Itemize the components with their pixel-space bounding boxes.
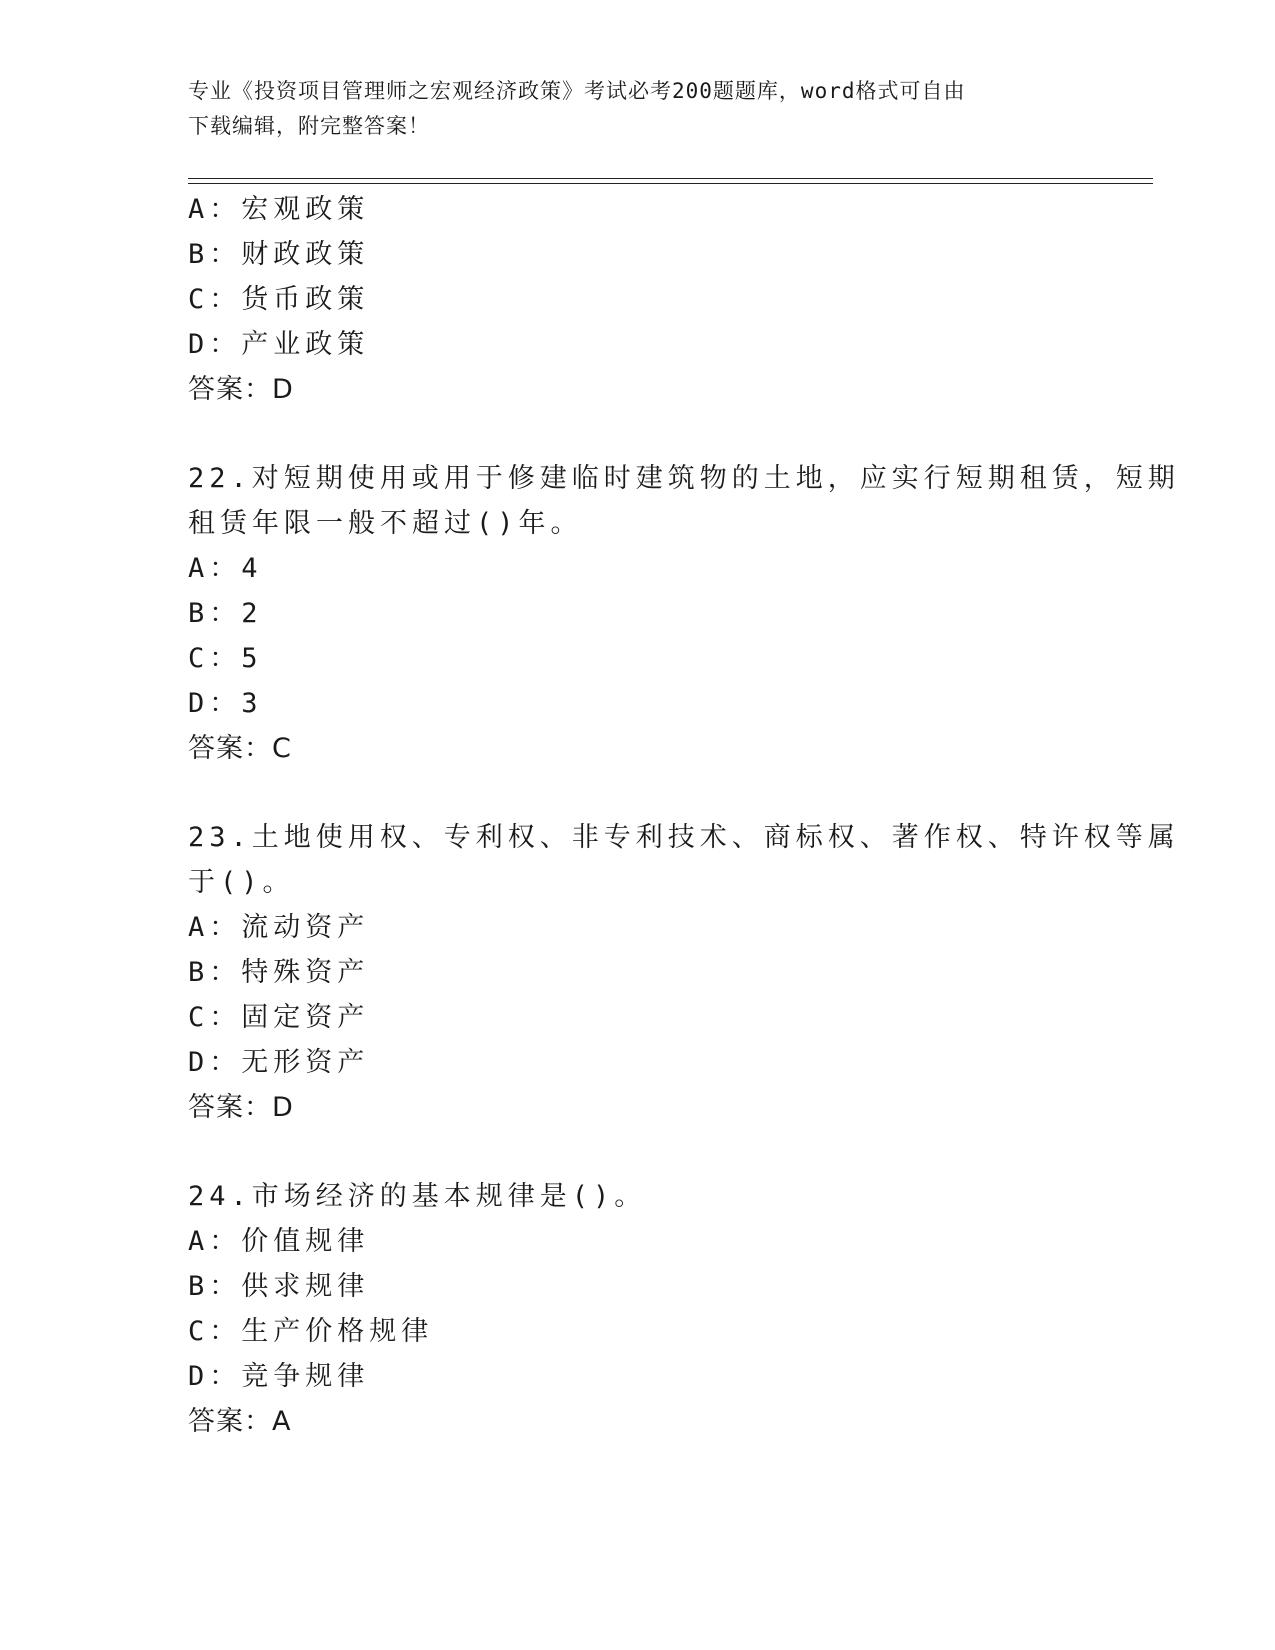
q23-answer: 答案：D — [188, 1092, 294, 1123]
header-divider-top — [188, 178, 1153, 179]
header-line-2: 下载编辑，附完整答案！ — [188, 114, 430, 138]
q24-answer: 答案：A — [188, 1406, 292, 1437]
q22-question-line-1: 22.对短期使用或用于修建临时建筑物的土地，应实行短期租赁，短期 — [188, 463, 1180, 494]
q22-option-d: D：3 — [188, 688, 263, 719]
q23-option-b: B：特殊资产 — [188, 957, 370, 988]
q21-answer: 答案：D — [188, 374, 294, 405]
q22-answer: 答案：C — [188, 733, 292, 764]
q23-question-line-2: 于()。 — [188, 867, 295, 898]
q24-option-a: A：价值规律 — [188, 1226, 370, 1257]
q24-option-c: C：生产价格规律 — [188, 1316, 434, 1347]
q24-question-line-1: 24.市场经济的基本规律是()。 — [188, 1181, 647, 1212]
q24-option-b: B：供求规律 — [188, 1271, 370, 1302]
q22-option-a: A：4 — [188, 553, 263, 584]
document-header — [188, 74, 1088, 144]
header-divider-bottom — [188, 183, 1153, 184]
q21-option-c: C：货币政策 — [188, 284, 370, 315]
q22-option-c: C：5 — [188, 643, 263, 674]
q22-option-b: B：2 — [188, 598, 263, 629]
q21-option-d: D：产业政策 — [188, 329, 370, 360]
q23-option-c: C：固定资产 — [188, 1002, 370, 1033]
q22-question-line-2: 租赁年限一般不超过()年。 — [188, 508, 583, 539]
header-line-1: 专业《投资项目管理师之宏观经济政策》考试必考200题题库，word格式可自由 — [188, 79, 966, 103]
q21-option-b: B：财政政策 — [188, 239, 370, 270]
q21-option-a: A：宏观政策 — [188, 194, 370, 225]
q23-option-a: A：流动资产 — [188, 912, 370, 943]
q23-question-line-1: 23.土地使用权、专利权、非专利技术、商标权、著作权、特许权等属 — [188, 822, 1180, 853]
q24-option-d: D：竞争规律 — [188, 1361, 370, 1392]
q23-option-d: D：无形资产 — [188, 1047, 370, 1078]
